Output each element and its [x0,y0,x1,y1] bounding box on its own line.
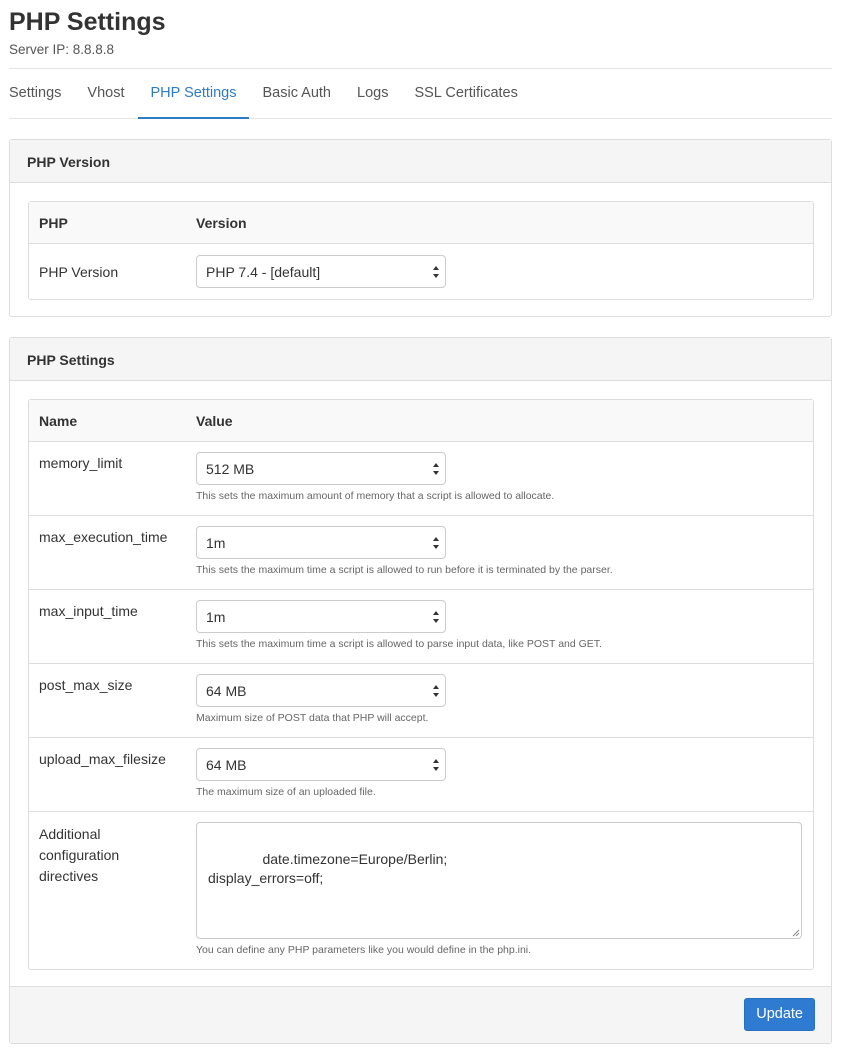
value-cell [196,590,813,663]
tab-vhost[interactable]: Vhost [87,85,125,101]
max-execution-time-select[interactable] [196,526,446,559]
panel-body [10,183,831,316]
help-text: Maximum size of POST data that PHP will accept. [196,712,429,724]
setting-row-max-execution-time [29,515,813,589]
tab-ssl-certificates[interactable]: SSL Certificates [414,85,518,101]
tab-basic-auth[interactable]: Basic Auth [262,85,331,101]
select-arrows-icon [432,610,440,624]
additional-directives-textarea[interactable] [196,822,802,939]
post-max-size-select[interactable] [196,674,446,707]
table-header-row [29,400,813,441]
version-table [28,201,814,300]
help-text: This sets the maximum time a script is allowed to parse input data, like POST and GET. [196,638,602,650]
max-input-time-select[interactable] [196,600,446,633]
value-cell [196,812,813,969]
selected-value: 64 MB [206,757,247,773]
upload-max-filesize-select[interactable] [196,748,446,781]
panel-heading: PHP Settings [10,338,831,381]
select-arrows-icon [432,265,440,279]
select-arrows-icon [432,684,440,698]
setting-name: Additional configuration directives [39,826,120,884]
column-header-php: PHP [39,214,68,231]
value-cell [196,442,813,515]
select-arrows-icon [432,462,440,476]
table-header-row [29,202,813,243]
tab-logs[interactable]: Logs [357,85,389,101]
select-arrows-icon [432,536,440,550]
value-cell [196,738,813,811]
memory-limit-select[interactable] [196,452,446,485]
panel-heading: PHP Version [10,140,831,183]
tab-php-settings[interactable]: PHP Settings [138,69,250,119]
help-text: This sets the maximum amount of memory that a script is allowed to allocate. [196,490,555,502]
row-label: PHP Version [39,263,119,280]
column-header-version: Version [196,214,247,231]
column-header-value: Value [196,412,233,429]
selected-value: 64 MB [206,683,247,699]
value-cell [196,255,813,288]
php-settings-panel [9,337,832,1044]
setting-row-max-input-time [29,589,813,663]
select-arrows-icon [432,758,440,772]
php-version-panel [9,139,832,317]
server-ip: Server IP: 8.8.8.8 [9,42,115,57]
selected-value: 512 MB [206,461,255,477]
selected-value: 1m [206,609,226,625]
column-header-name: Name [39,412,78,429]
settings-table [28,399,814,970]
setting-name: post_max_size [39,677,133,693]
tab-bar [9,69,832,119]
tab-settings[interactable]: Settings [9,85,62,101]
table-row [29,243,813,299]
help-text: This sets the maximum time a script is allowed to run before it is terminated by the parser. [196,564,613,576]
selected-value: PHP 7.4 - [default] [206,264,321,280]
php-version-select[interactable] [196,255,446,288]
panel-footer [10,986,831,1043]
setting-row-upload-max-filesize [29,737,813,811]
setting-row-post-max-size [29,663,813,737]
help-text: The maximum size of an uploaded file. [196,786,376,798]
value-cell [196,516,813,589]
textarea-content: date.timezone=Europe/Berlin; display_errors=off; [208,851,448,886]
setting-row-memory-limit [29,441,813,515]
setting-name: max_execution_time [39,529,168,545]
page-title: PHP Settings [9,8,166,36]
resize-grip-icon[interactable] [792,929,800,937]
panel-body [10,381,831,986]
setting-name: upload_max_filesize [39,751,166,767]
value-cell [196,664,813,737]
selected-value: 1m [206,535,226,551]
setting-name: max_input_time [39,603,138,619]
help-text: You can define any PHP parameters like you would define in the php.ini. [196,944,532,956]
setting-row-additional-directives [29,811,813,969]
setting-name: memory_limit [39,455,123,471]
update-button[interactable]: Update [744,998,815,1031]
